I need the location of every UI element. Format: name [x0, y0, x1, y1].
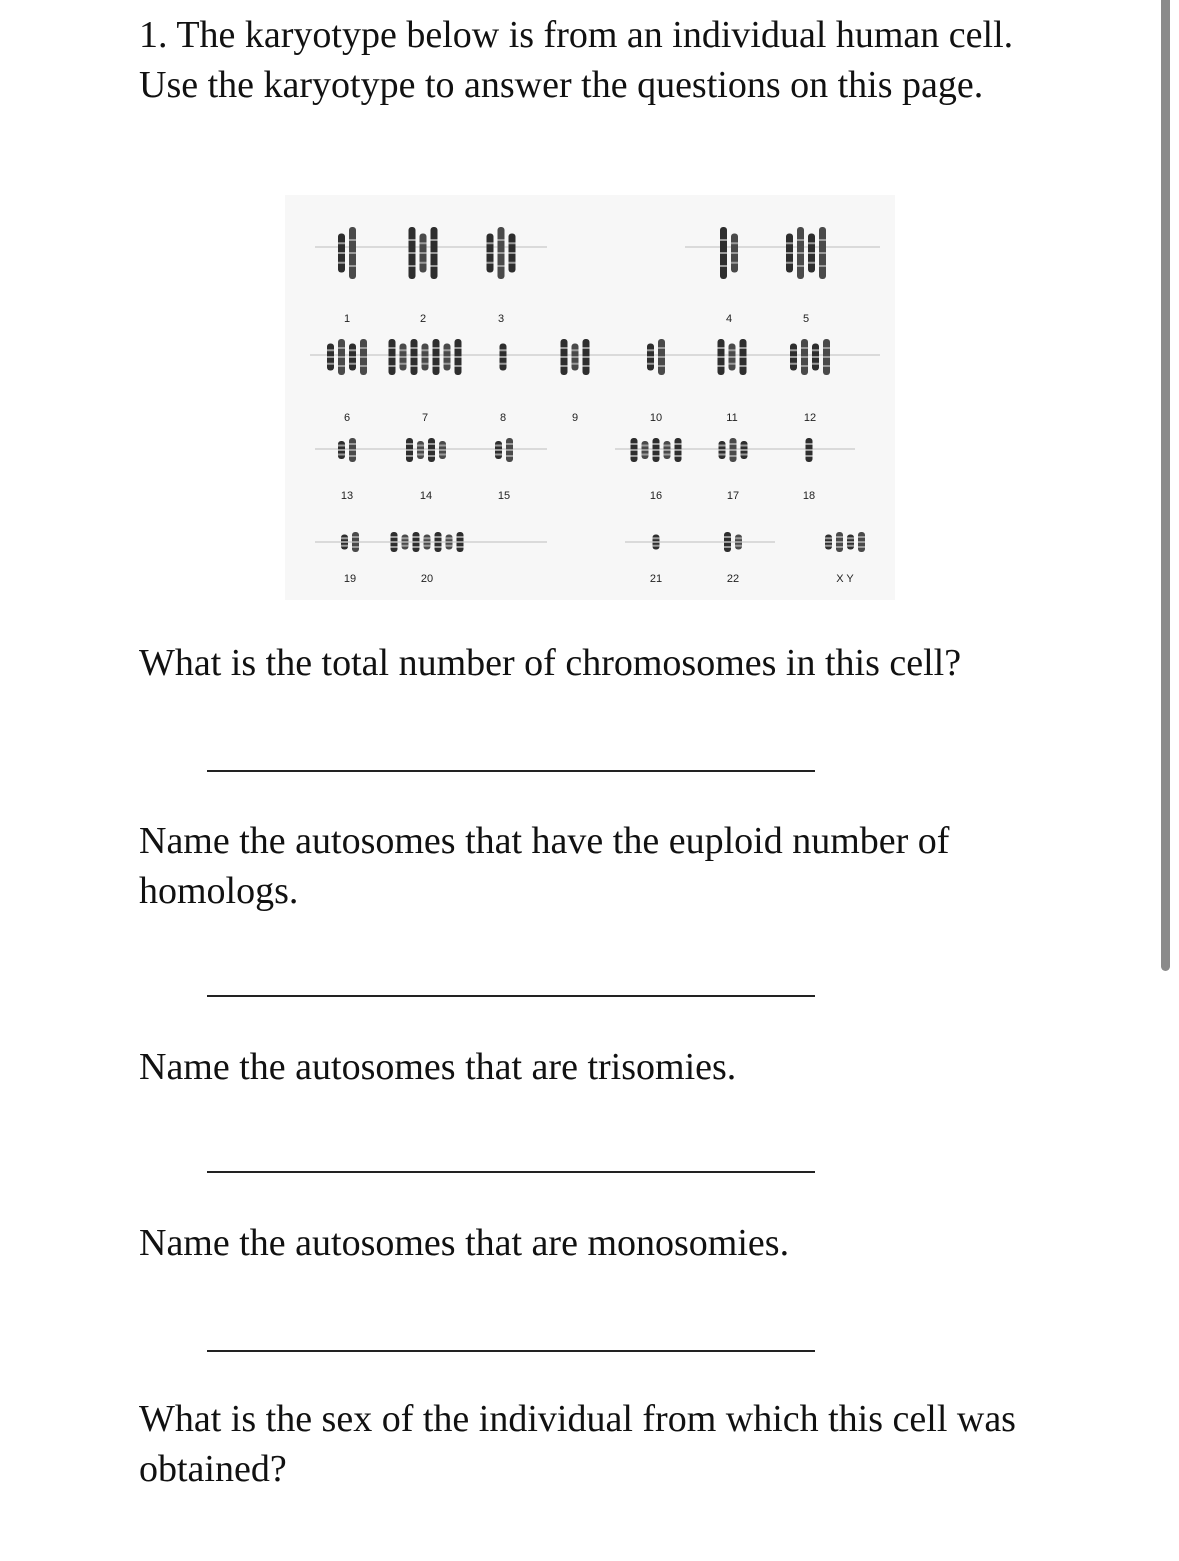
- question-total-chromosomes: What is the total number of chromosomes in this cell?: [139, 642, 962, 684]
- chromosome-label-17: 17: [726, 490, 740, 502]
- chromosome-band: [455, 347, 462, 349]
- chromosome-label-9: 9: [571, 412, 579, 424]
- chromosome-band: [786, 242, 793, 244]
- chromosome-label-13: 13: [340, 490, 354, 502]
- question-trisomies: Name the autosomes that are trisomies.: [139, 1046, 737, 1088]
- chromosome-band: [801, 347, 808, 349]
- chromosome-band: [631, 455, 638, 457]
- chromosome-band: [439, 445, 446, 447]
- chromosome-band: [572, 349, 579, 351]
- chromosome-band: [352, 541, 359, 543]
- chromosome-band: [819, 252, 826, 254]
- chromosome-band: [583, 356, 590, 358]
- chromosome-band: [631, 443, 638, 445]
- chromosome-band: [658, 356, 665, 358]
- chromosome-label-22: 22: [726, 573, 740, 585]
- chromosome-band: [718, 356, 725, 358]
- chromosome-band: [806, 443, 813, 445]
- chromosome-band: [500, 356, 507, 358]
- chromosome-band: [718, 347, 725, 349]
- chromosome-band: [786, 252, 793, 254]
- chromosome-band: [341, 537, 348, 539]
- chromosome-band: [422, 349, 429, 351]
- chromosome-band: [360, 356, 367, 358]
- chromosome-band: [495, 454, 502, 456]
- chromosome-band: [338, 365, 345, 367]
- chromosome-label-20: 20: [420, 573, 434, 585]
- chromosome-band: [435, 536, 442, 538]
- chromosome-band: [391, 546, 398, 548]
- chromosome-band: [720, 265, 727, 267]
- chromosome-band: [338, 262, 345, 264]
- chromosome-band: [664, 449, 671, 451]
- chromosome-band: [455, 356, 462, 358]
- chromosome-label-16: 16: [649, 490, 663, 502]
- chromosome-band: [797, 252, 804, 254]
- chromosome-band: [402, 537, 409, 539]
- chromosome-band: [731, 262, 738, 264]
- chromosome-band: [424, 537, 431, 539]
- chromosome-band: [506, 449, 513, 451]
- chromosome-band: [487, 252, 494, 254]
- chromosome-band: [411, 365, 418, 367]
- chromosome-band: [411, 356, 418, 358]
- chromosome-band: [653, 537, 660, 539]
- chromosome-band: [675, 443, 682, 445]
- chromosome-band: [583, 347, 590, 349]
- chromosome-band: [349, 356, 356, 358]
- answer-line-1[interactable]: [207, 770, 815, 772]
- chromosome-band: [498, 265, 505, 267]
- chromosome-band: [729, 349, 736, 351]
- chromosome-band: [847, 541, 854, 543]
- chromosome-band: [812, 349, 819, 351]
- chromosome-band: [417, 449, 424, 451]
- chromosome-label-15: 15: [497, 490, 511, 502]
- chromosome-band: [422, 356, 429, 358]
- chromosome-band: [790, 349, 797, 351]
- chromosome-band: [825, 541, 832, 543]
- chromosome-band: [400, 356, 407, 358]
- chromosome-band: [823, 347, 830, 349]
- chromosome-band: [572, 363, 579, 365]
- chromosome-band: [561, 347, 568, 349]
- question-sex: What is the sex of the individual from which this cell was obtained?: [139, 1398, 1016, 1490]
- chromosome-band: [664, 454, 671, 456]
- chromosome-band: [446, 537, 453, 539]
- chromosome-label-21: 21: [649, 573, 663, 585]
- chromosome-band: [349, 265, 356, 267]
- chromosome-label-1: 1: [343, 313, 351, 325]
- chromosome-band: [675, 449, 682, 451]
- chromosome-band: [457, 546, 464, 548]
- chromosome-band: [729, 356, 736, 358]
- chromosome-band: [561, 365, 568, 367]
- chromosome-band: [349, 239, 356, 241]
- chromosome-band: [653, 449, 660, 451]
- chromosome-band: [413, 546, 420, 548]
- chromosome-label-14: 14: [419, 490, 433, 502]
- chromosome-band: [338, 454, 345, 456]
- chromosome-label-10: 10: [649, 412, 663, 424]
- chromosome-band: [439, 449, 446, 451]
- chromosome-band: [825, 537, 832, 539]
- chromosome-band: [327, 349, 334, 351]
- chromosome-band: [360, 365, 367, 367]
- chromosome-band: [409, 252, 416, 254]
- chromosome-band: [417, 454, 424, 456]
- chromosome-band: [808, 262, 815, 264]
- chromosome-band: [409, 265, 416, 267]
- chromosome-label-8: 8: [499, 412, 507, 424]
- chromosome-band: [338, 242, 345, 244]
- chromosome-band: [446, 545, 453, 547]
- chromosome-label-19: 19: [343, 573, 357, 585]
- chromosome-label-18: 18: [802, 490, 816, 502]
- chromosome-band: [495, 445, 502, 447]
- chromosome-band: [389, 356, 396, 358]
- chromosome-band: [389, 347, 396, 349]
- chromosome-band: [424, 545, 431, 547]
- chromosome-label-6: 6: [343, 412, 351, 424]
- chromosome-band: [675, 455, 682, 457]
- chromosome-band: [349, 449, 356, 451]
- chromosome-band: [836, 541, 843, 543]
- chromosome-band: [797, 265, 804, 267]
- chromosome-band: [498, 239, 505, 241]
- chromosome-band: [402, 541, 409, 543]
- chromosome-band: [509, 262, 516, 264]
- intro-text: 1. The karyotype below is from an individual human cell. Use the karyotype to answer the questions on this page.: [139, 14, 1014, 106]
- chromosome-band: [487, 262, 494, 264]
- chromosome-band: [420, 262, 427, 264]
- chromosome-band: [349, 443, 356, 445]
- chromosome-band: [730, 449, 737, 451]
- chromosome-band: [506, 443, 513, 445]
- chromosome-band: [642, 449, 649, 451]
- chromosome-band: [406, 443, 413, 445]
- chromosome-band: [719, 445, 726, 447]
- chromosome-label-xy: X Y: [836, 573, 854, 585]
- chromosome-band: [349, 349, 356, 351]
- chromosome-band: [740, 347, 747, 349]
- chromosome-band: [806, 449, 813, 451]
- chromosome-band: [730, 443, 737, 445]
- chromosome-band: [457, 541, 464, 543]
- chromosome-band: [400, 349, 407, 351]
- chromosome-band: [647, 349, 654, 351]
- chromosome-band: [433, 365, 440, 367]
- chromosome-band: [647, 363, 654, 365]
- chromosome-band: [417, 445, 424, 447]
- chromosome-band: [825, 545, 832, 547]
- chromosome-band: [446, 541, 453, 543]
- chromosome-band: [631, 449, 638, 451]
- chromosome-band: [498, 252, 505, 254]
- chromosome-band: [500, 349, 507, 351]
- chromosome-band: [338, 445, 345, 447]
- chromosome-band: [413, 536, 420, 538]
- chromosome-band: [724, 546, 731, 548]
- question-monosomies: Name the autosomes that are monosomies.: [139, 1222, 790, 1264]
- chromosome-band: [720, 239, 727, 241]
- chromosome-band: [806, 455, 813, 457]
- chromosome-band: [790, 363, 797, 365]
- chromosome-band: [420, 252, 427, 254]
- chromosome-band: [741, 449, 748, 451]
- chromosome-band: [341, 541, 348, 543]
- chromosome-band: [801, 356, 808, 358]
- chromosome-band: [402, 545, 409, 547]
- chromosome-band: [823, 356, 830, 358]
- chromosome-band: [352, 536, 359, 538]
- chromosome-band: [349, 363, 356, 365]
- chromosome-band: [819, 239, 826, 241]
- chromosome-band: [653, 455, 660, 457]
- chromosome-band: [724, 541, 731, 543]
- chromosome-band: [808, 242, 815, 244]
- chromosome-band: [327, 356, 334, 358]
- chromosome-band: [786, 262, 793, 264]
- chromosome-band: [411, 347, 418, 349]
- chromosome-band: [735, 541, 742, 543]
- chromosome-band: [847, 537, 854, 539]
- chromosome-band: [428, 449, 435, 451]
- chromosome-band: [444, 349, 451, 351]
- answer-line-4[interactable]: [207, 1350, 815, 1352]
- chromosome-band: [431, 239, 438, 241]
- chromosome-band: [341, 545, 348, 547]
- chromosome-band: [719, 454, 726, 456]
- chromosome-band: [583, 365, 590, 367]
- answer-line-2[interactable]: [207, 995, 815, 997]
- chromosome-band: [422, 363, 429, 365]
- chromosome-band: [735, 537, 742, 539]
- chromosome-band: [642, 454, 649, 456]
- chromosome-band: [724, 536, 731, 538]
- chromosome-band: [495, 449, 502, 451]
- chromosome-band: [797, 239, 804, 241]
- chromosome-band: [431, 252, 438, 254]
- chromosome-band: [572, 356, 579, 358]
- chromosome-label-5: 5: [802, 313, 810, 325]
- chromosome-label-4: 4: [725, 313, 733, 325]
- chromosome-band: [413, 541, 420, 543]
- chromosome-band: [858, 546, 865, 548]
- chromosome-label-7: 7: [421, 412, 429, 424]
- chromosome-band: [735, 545, 742, 547]
- chromosome-band: [647, 356, 654, 358]
- chromosome-band: [433, 356, 440, 358]
- chromosome-band: [740, 356, 747, 358]
- chromosome-band: [338, 252, 345, 254]
- chromosome-band: [561, 356, 568, 358]
- chromosome-band: [642, 445, 649, 447]
- chromosome-band: [836, 546, 843, 548]
- chromosome-band: [428, 443, 435, 445]
- chromosome-band: [400, 363, 407, 365]
- chromosome-band: [349, 252, 356, 254]
- chromosome-band: [741, 454, 748, 456]
- chromosome-band: [360, 347, 367, 349]
- chromosome-band: [858, 541, 865, 543]
- chromosome-band: [812, 356, 819, 358]
- chromosome-band: [823, 365, 830, 367]
- chromosome-band: [790, 356, 797, 358]
- chromosome-band: [349, 455, 356, 457]
- chromosome-band: [327, 363, 334, 365]
- chromosome-band: [487, 242, 494, 244]
- chromosome-label-12: 12: [803, 412, 817, 424]
- chromosome-band: [819, 265, 826, 267]
- chromosome-label-11: 11: [726, 412, 738, 424]
- chromosome-band: [424, 541, 431, 543]
- chromosome-band: [444, 363, 451, 365]
- chromosome-band: [658, 347, 665, 349]
- chromosome-band: [741, 445, 748, 447]
- scrollbar[interactable]: [1161, 0, 1170, 971]
- chromosome-band: [653, 545, 660, 547]
- chromosome-band: [847, 545, 854, 547]
- chromosome-band: [731, 252, 738, 254]
- chromosome-band: [740, 365, 747, 367]
- chromosome-label-3: 3: [497, 313, 505, 325]
- chromosome-band: [719, 449, 726, 451]
- chromosome-band: [338, 347, 345, 349]
- chromosome-band: [858, 536, 865, 538]
- question-euploid-autosomes: Name the autosomes that have the euploid number of homologs.: [139, 820, 950, 912]
- chromosome-band: [391, 541, 398, 543]
- chromosome-band: [457, 536, 464, 538]
- chromosome-band: [431, 265, 438, 267]
- chromosome-band: [653, 541, 660, 543]
- chromosome-band: [352, 546, 359, 548]
- chromosome-band: [409, 239, 416, 241]
- chromosome-band: [500, 363, 507, 365]
- chromosome-band: [812, 363, 819, 365]
- chromosome-band: [506, 455, 513, 457]
- chromosome-band: [808, 252, 815, 254]
- karyotype-figure: [285, 195, 895, 600]
- chromosome-band: [731, 242, 738, 244]
- chromosome-band: [406, 449, 413, 451]
- chromosome-band: [389, 365, 396, 367]
- chromosome-band: [664, 445, 671, 447]
- chromosome-band: [730, 455, 737, 457]
- chromosome-band: [406, 455, 413, 457]
- chromosome-band: [338, 449, 345, 451]
- chromosome-band: [509, 252, 516, 254]
- chromosome-band: [836, 536, 843, 538]
- chromosome-band: [455, 365, 462, 367]
- chromosome-band: [658, 365, 665, 367]
- chromosome-band: [391, 536, 398, 538]
- chromosome-band: [729, 363, 736, 365]
- answer-line-3[interactable]: [207, 1171, 815, 1173]
- chromosome-band: [439, 454, 446, 456]
- chromosome-band: [653, 443, 660, 445]
- chromosome-label-2: 2: [419, 313, 427, 325]
- chromosome-band: [801, 365, 808, 367]
- chromosome-band: [718, 365, 725, 367]
- chromosome-band: [435, 541, 442, 543]
- chromosome-band: [509, 242, 516, 244]
- chromosome-band: [420, 242, 427, 244]
- chromosome-band: [435, 546, 442, 548]
- chromosome-band: [720, 252, 727, 254]
- chromosome-band: [444, 356, 451, 358]
- chromosome-band: [338, 356, 345, 358]
- chromosome-band: [428, 455, 435, 457]
- chromosome-band: [433, 347, 440, 349]
